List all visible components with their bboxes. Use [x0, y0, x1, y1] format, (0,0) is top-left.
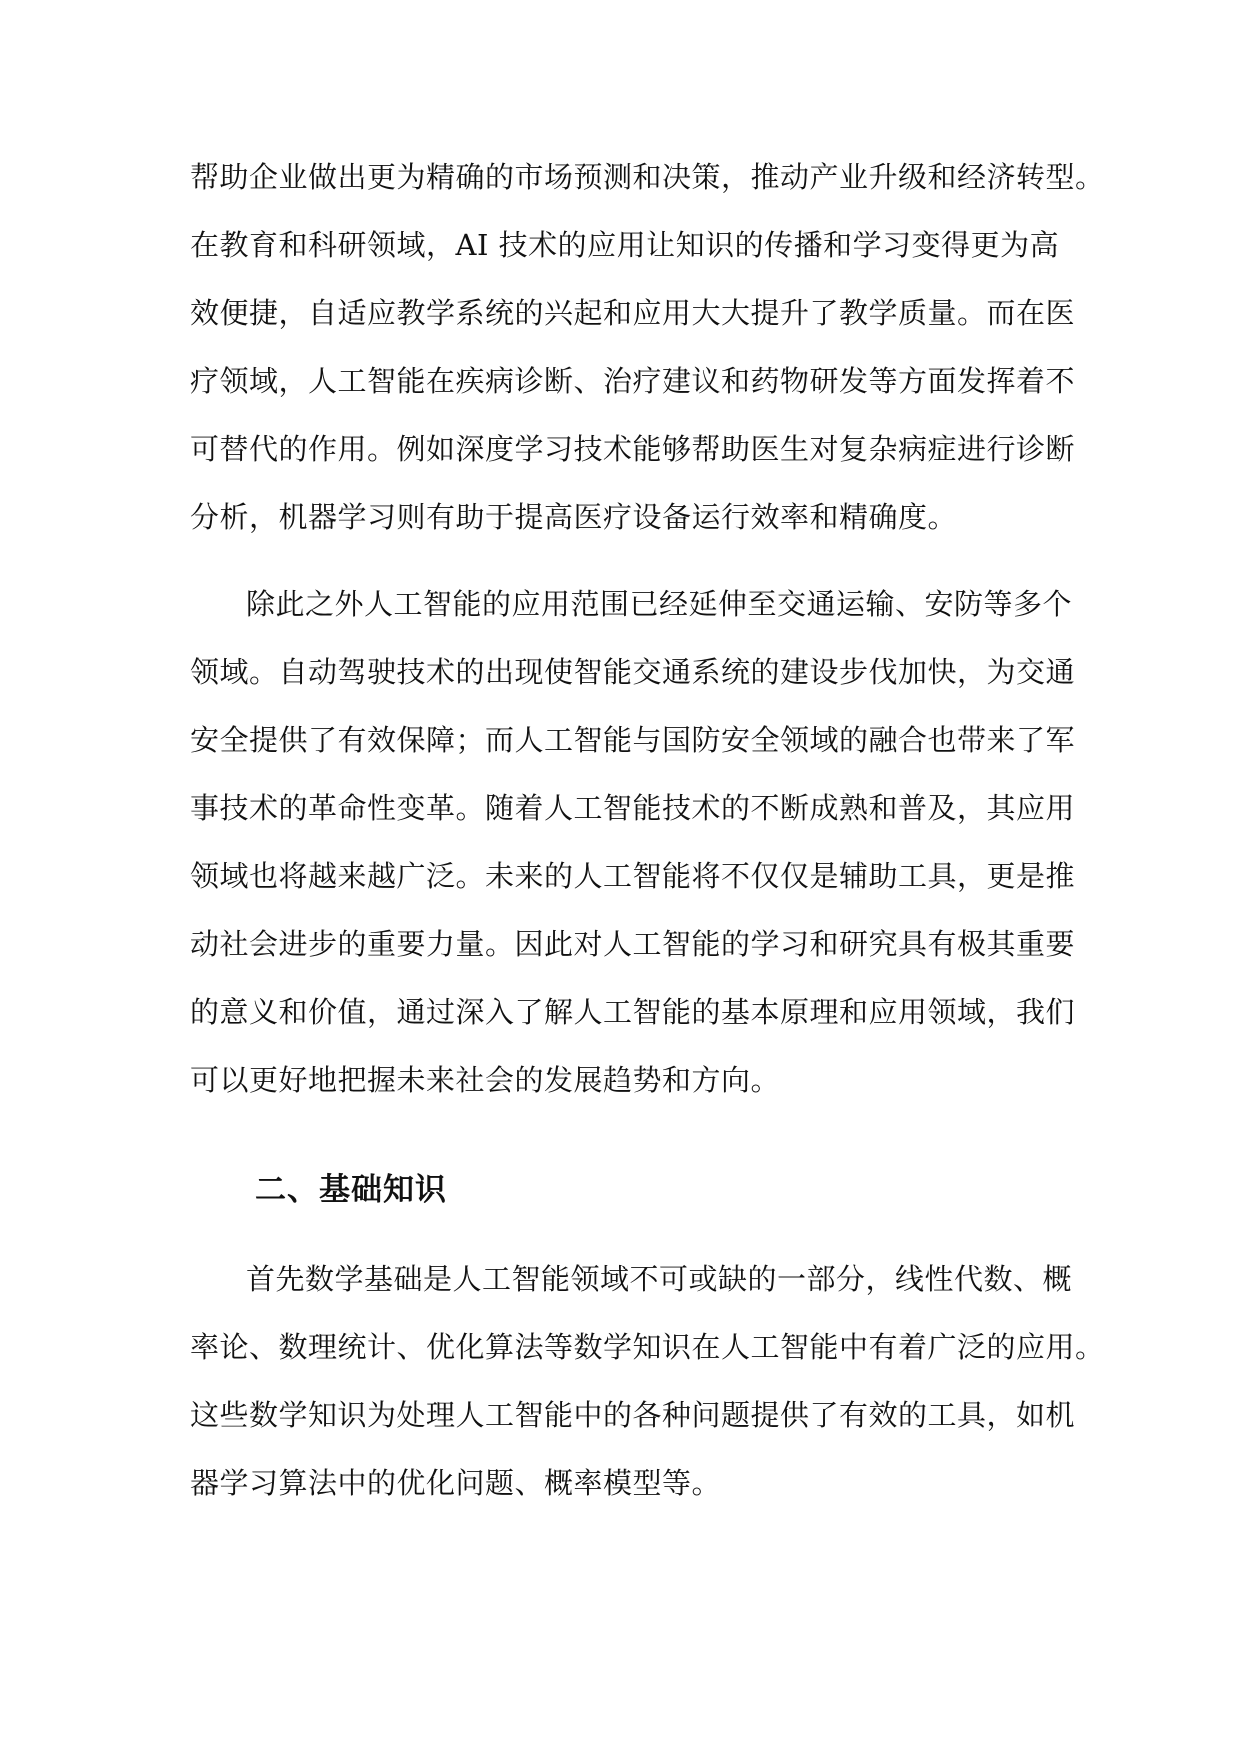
paragraph-2-line-8: 可以更好地把握未来社会的发展趋势和方向。 — [190, 1063, 781, 1097]
section-paragraph-line-4: 器学习算法中的优化问题、概率模型等。 — [190, 1466, 722, 1500]
paragraph-1-line-4: 疗领域，人工智能在疾病诊断、治疗建议和药物研发等方面发挥着不 — [190, 364, 1076, 398]
paragraph-1-line-3: 效便捷，自适应教学系统的兴起和应用大大提升了教学质量。而在医 — [190, 296, 1076, 330]
paragraph-2-line-6: 动社会进步的重要力量。因此对人工智能的学习和研究具有极其重要 — [190, 927, 1076, 961]
section-paragraph-line-3: 这些数学知识为处理人工智能中的各种问题提供了有效的工具，如机 — [190, 1398, 1076, 1432]
paragraph-1-line-1: 帮助企业做出更为精确的市场预测和决策，推动产业升级和经济转型。 — [190, 160, 1105, 194]
section-paragraph-line-1: 首先数学基础是人工智能领域不可或缺的一部分，线性代数、概 — [246, 1262, 1073, 1296]
section-heading: 二、基础知识 — [255, 1172, 447, 1208]
paragraph-2-line-1: 除此之外人工智能的应用范围已经延伸至交通运输、安防等多个 — [246, 587, 1073, 621]
section-paragraph-line-2: 率论、数理统计、优化算法等数学知识在人工智能中有着广泛的应用。 — [190, 1330, 1105, 1364]
paragraph-1-line-2: 在教育和科研领域，AI 技术的应用让知识的传播和学习变得更为高 — [190, 228, 1060, 262]
paragraph-2-line-3: 安全提供了有效保障；而人工智能与国防安全领域的融合也带来了军 — [190, 723, 1076, 757]
paragraph-2-line-2: 领域。自动驾驶技术的出现使智能交通系统的建设步伐加快，为交通 — [190, 655, 1076, 689]
paragraph-2-line-7: 的意义和价值，通过深入了解人工智能的基本原理和应用领域，我们 — [190, 995, 1076, 1029]
paragraph-1-line-5: 可替代的作用。例如深度学习技术能够帮助医生对复杂病症进行诊断 — [190, 432, 1076, 466]
paragraph-2-line-4: 事技术的革命性变革。随着人工智能技术的不断成熟和普及，其应用 — [190, 791, 1076, 825]
paragraph-1-line-6: 分析，机器学习则有助于提高医疗设备运行效率和精确度。 — [190, 500, 958, 534]
paragraph-2-line-5: 领域也将越来越广泛。未来的人工智能将不仅仅是辅助工具，更是推 — [190, 859, 1076, 893]
